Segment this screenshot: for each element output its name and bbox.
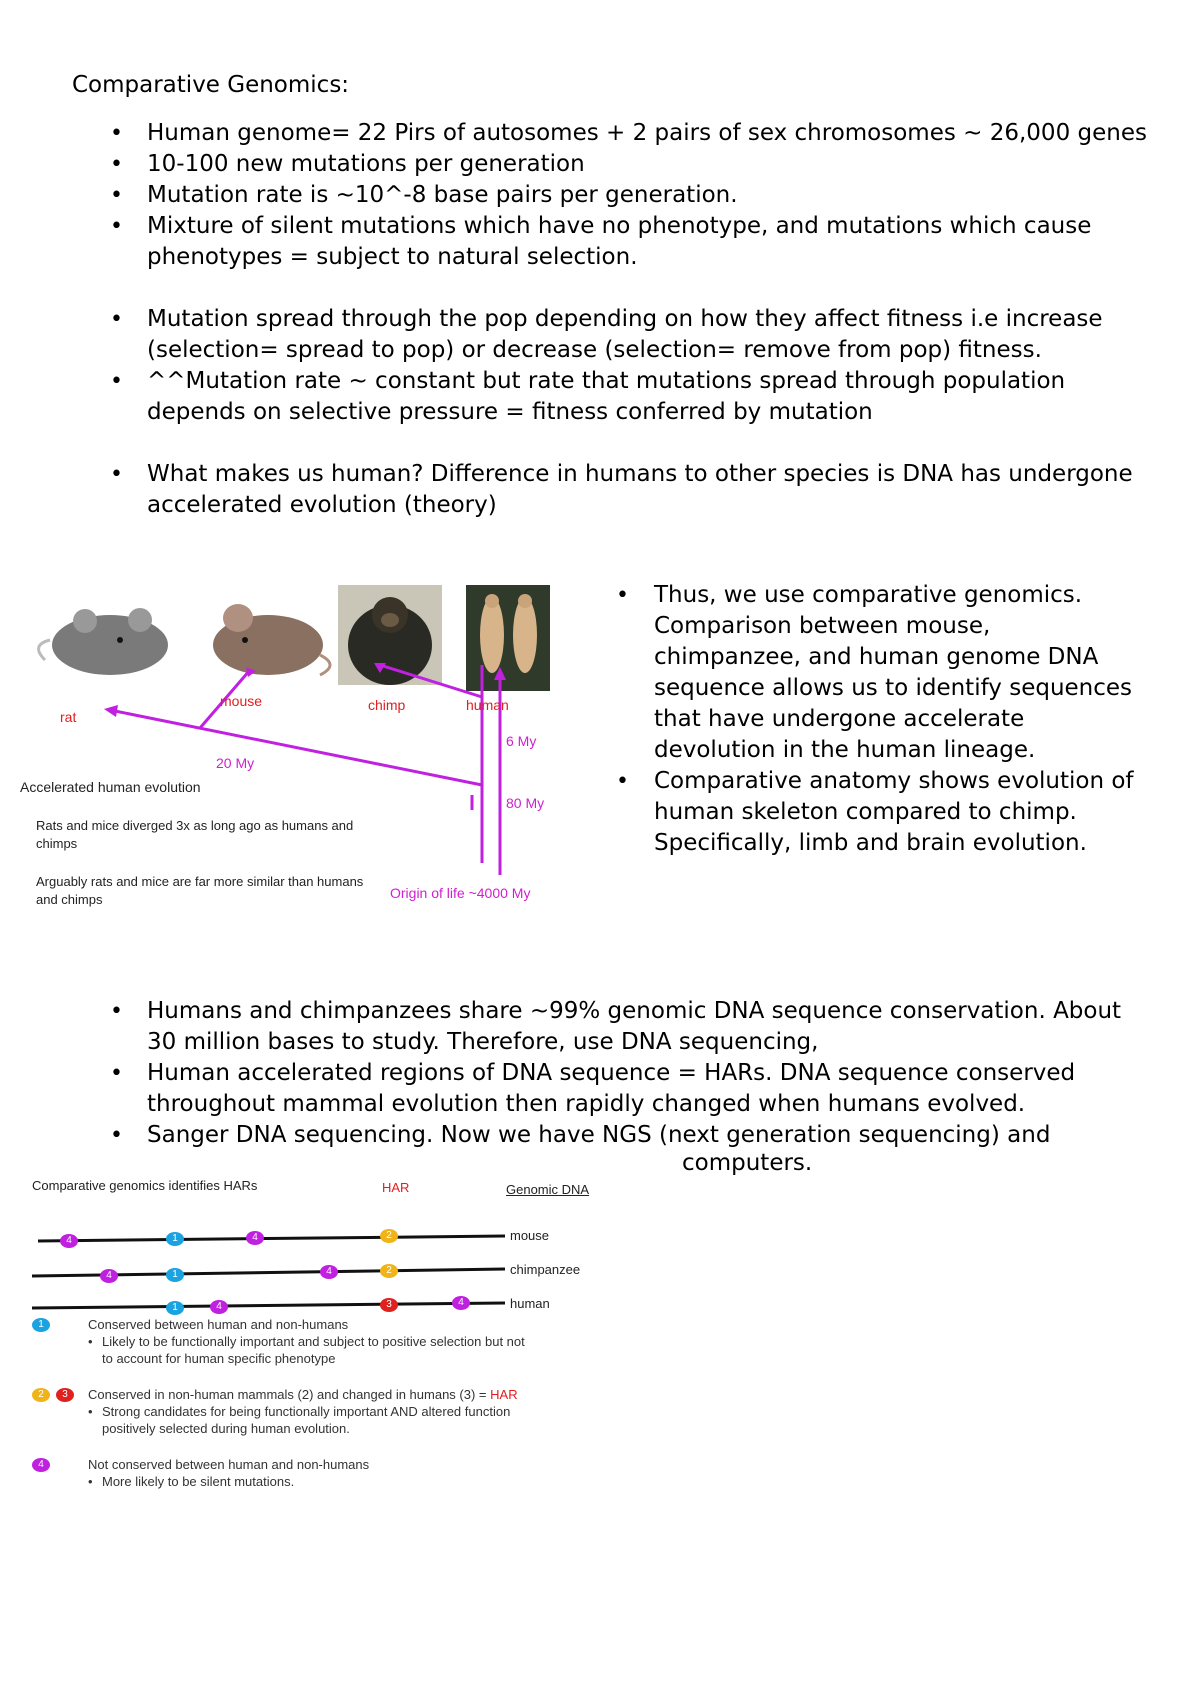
legend2-title-text: Conserved in non-human mammals (2) and changed in humans (3) =: [88, 1387, 487, 1402]
list-item: • Human accelerated regions of DNA sequence = HARs. DNA sequence conserved throughout mammal evolution then rapidly changed when humans evolved.: [72, 1058, 1152, 1120]
badge-4: 4: [320, 1265, 338, 1279]
rat-image: [39, 608, 168, 675]
mouse-label: mouse: [220, 693, 263, 709]
time-20my: 20 My: [216, 755, 255, 771]
row-label-human: human: [510, 1296, 550, 1311]
time-6my: 6 My: [506, 733, 537, 749]
legend2-title: [88, 1386, 518, 1403]
top-bullet-list: [72, 118, 1152, 521]
bottom-bullet-list: [72, 996, 1152, 1151]
legend-badge-3: 3: [56, 1388, 74, 1402]
legend1-detail: • Likely to be functionally important and subject to positive selection but not to account for human specific phenotype: [88, 1333, 538, 1367]
rat-label: rat: [60, 709, 77, 725]
badge-1: 1: [166, 1232, 184, 1246]
legend-badge-2: 2: [32, 1388, 50, 1402]
badge-4: 4: [100, 1269, 118, 1283]
list-item: • Thus, we use comparative genomics. Comparison between mouse, chimpanzee, and human genome DNA sequence allows us to identify sequences that have undergone accelerate devolution in the human lineage.: [604, 580, 1144, 766]
list-item: • Humans and chimpanzees share ~99% genomic DNA sequence conservation. About 30 million bases to study. Therefore, use DNA sequencing,: [72, 996, 1152, 1058]
right-bullet-list: [604, 580, 1144, 859]
legend-badge-4: 4: [32, 1458, 50, 1472]
badge-3: 3: [380, 1298, 398, 1312]
badge-2: 2: [380, 1264, 398, 1278]
time-80my: 80 My: [506, 795, 545, 811]
har-label: HAR: [382, 1180, 410, 1195]
list-item: • Mutation rate is ~10^-8 base pairs per generation.: [72, 180, 1152, 211]
legend2-detail-text: Strong candidates for being functionally important AND altered function positively selected during human evolution.: [102, 1404, 511, 1436]
human-label: human: [466, 697, 509, 713]
tree-arrowheads: [104, 663, 506, 717]
evolution-tree-graphic: [20, 585, 580, 915]
har-figure: [30, 1176, 610, 1506]
list-item: • Comparative anatomy shows evolution of human skeleton compared to chimp. Specifically, limb and brain evolution.: [604, 766, 1144, 859]
figure1-note-2: Arguably rats and mice are far more similar than humans and chimps: [36, 874, 364, 907]
legend2-har: HAR: [490, 1387, 518, 1402]
legend3-detail: • More likely to be silent mutations.: [88, 1473, 538, 1490]
page-heading: Comparative Genomics:: [72, 72, 350, 98]
figure2-title: Comparative genomics identifies HARs: [32, 1178, 258, 1193]
human-painting-image: [466, 585, 550, 691]
list-item: • Mutation spread through the pop depending on how they affect fitness i.e increase (selection= spread to pop) or decrease (selection= remove from pop) fitness.: [72, 304, 1152, 366]
computers-text: computers.: [682, 1150, 813, 1176]
badge-2: 2: [380, 1229, 398, 1243]
legend3-detail-text: More likely to be silent mutations.: [102, 1474, 295, 1489]
evolution-figure: [20, 585, 580, 915]
genomic-dna-label: Genomic DNA: [506, 1182, 590, 1197]
list-item: • Sanger DNA sequencing. Now we have NGS (next generation sequencing) and: [72, 1120, 1152, 1151]
row-label-mouse: mouse: [510, 1228, 550, 1243]
badge-4: 4: [246, 1231, 264, 1245]
badge-1: 1: [166, 1301, 184, 1315]
row-label-chimpanzee: chimpanzee: [510, 1262, 581, 1277]
legend1-title: Conserved between human and non-humans: [88, 1317, 349, 1332]
badge-4: 4: [60, 1234, 78, 1248]
list-item: • Mixture of silent mutations which have no phenotype, and mutations which cause phenotypes = subject to natural selection.: [72, 211, 1152, 273]
badge-4: 4: [452, 1296, 470, 1310]
figure1-title: Accelerated human evolution: [20, 779, 201, 795]
figure1-note-1: Rats and mice diverged 3x as long ago as humans and chimps: [36, 818, 354, 851]
list-item: • 10-100 new mutations per generation: [72, 149, 1152, 180]
legend1-detail-text: Likely to be functionally important and subject to positive selection but not to account for human specific phenotype: [102, 1334, 525, 1366]
badge-4: 4: [210, 1300, 228, 1314]
list-item: • Human genome= 22 Pirs of autosomes + 2 pairs of sex chromosomes ~ 26,000 genes: [72, 118, 1152, 149]
legend3-title: Not conserved between human and non-humans: [88, 1457, 370, 1472]
mouse-image: [213, 604, 330, 675]
chimp-image: [338, 585, 442, 685]
legend-badge-1: 1: [32, 1318, 50, 1332]
chimp-label: chimp: [368, 697, 406, 713]
time-origin-of-life: Origin of life ~4000 My: [390, 885, 531, 901]
list-item: • ^^Mutation rate ~ constant but rate that mutations spread through population depends on selective pressure = fitness conferred by mutation: [72, 366, 1152, 428]
list-item: • What makes us human? Difference in humans to other species is DNA has undergone accelerated evolution (theory): [72, 459, 1152, 521]
legend2-detail: • Strong candidates for being functionally important AND altered function positively selected during human evolution.: [88, 1403, 538, 1437]
badge-1: 1: [166, 1268, 184, 1282]
